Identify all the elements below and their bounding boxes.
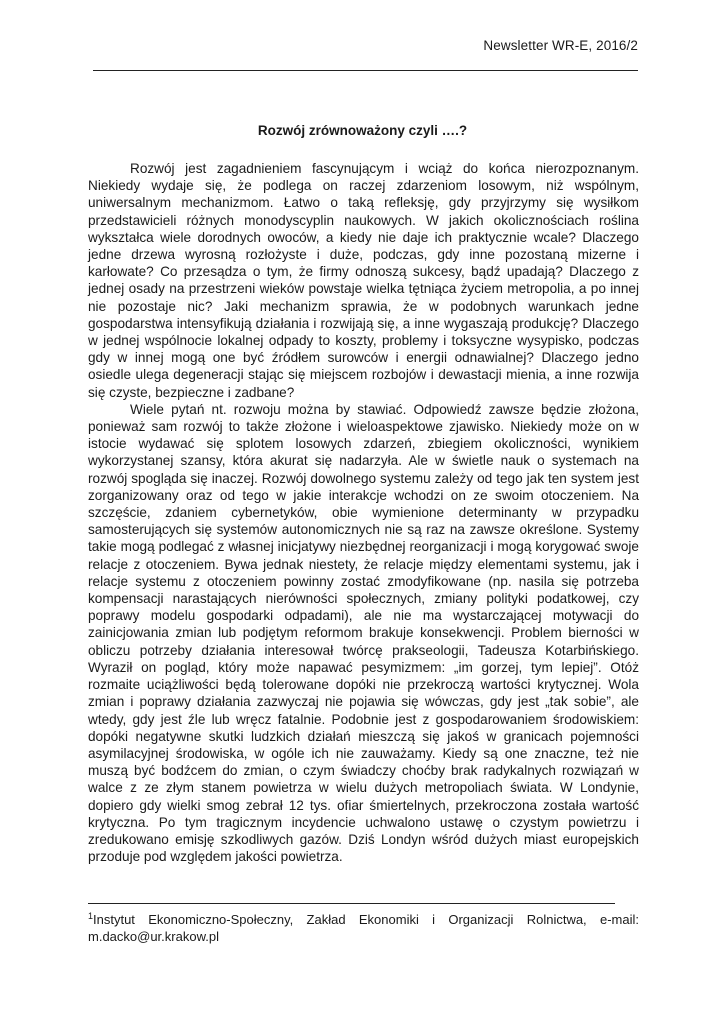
newsletter-header: Newsletter WR-E, 2016/2: [483, 38, 638, 53]
article-body: [88, 160, 639, 865]
header-divider: [93, 70, 638, 71]
footnote: [88, 911, 639, 928]
article-title: Rozwój zrównoważony czyli ….?: [257, 123, 468, 138]
footnote-email[interactable]: m.dacko@ur.krakow.pl: [88, 929, 219, 944]
footnote-divider: [88, 903, 615, 904]
footnote-marker: 1: [88, 911, 94, 921]
paragraph-1: Rozwój jest zagadnieniem fascynującym i wciąż do końca nierozpoznanym. Niekiedy wydaje się, że podlega on raczej zdarzeniom losowym, niż wspólnym, uniwersalnym mechanizmom. Łatwo o taką refleksję, gdy przyjrzymy się wysiłkom przedstawicieli różnych monodyscyplin naukowych. W jakich okolicznościach roślina wykształca wiele dorodnych owoców, a kiedy nie daje ich praktycznie wcale? Dlaczego jedne drzewa wyrosną rozłożyste i duże, podczas, gdy inne pozostaną mizerne i karłowate? Co przesądza o tym, że firmy odnoszą sukcesy, bądź upadają? Dlaczego z jednej osady na przestrzeni wieków powstaje wielka tętniąca życiem metropolia, a po innej nie pozostaje nic? Jaki mechanizm sprawia, że w podobnych warunkach jedne gospodarstwa intensyfikują działania i rozwijają się, a inne wygaszają produkcję? Dlaczego w jednej wspólnocie lokalnej odpady to koszty, problemy i toksyczne wysypisko, podczas gdy w innej mogą one być źródłem surowców i energii odnawialnej? Dlaczego jedno osiedle ulega degeneracji stając się miejscem rozbojów i dewastacji mienia, a inne rozwija się czyste, bezpieczne i zadbane?: [88, 161, 639, 400]
footnote-affiliation: Instytut Ekonomiczno-Społeczny, Zakład Ekonomiki i Organizacji Rolnictwa, e-mail:: [93, 912, 639, 927]
paragraph-2: Wiele pytań nt. rozwoju można by stawiać. Odpowiedź zawsze będzie złożona, ponieważ sam rozwój to także złożone i wieloaspektowe zjawisko. Niekiedy może on w istocie wydawać się splotem losowych zdarzeń, zbiegiem okoliczności, wynikiem wykorzystanej szansy, która akurat się nadarzyła. Ale w świetle nauk o systemach na rozwój spogląda się inaczej. Rozwój dowolnego systemu zależy od tego jak ten system jest zorganizowany oraz od tego w jakie interakcje wchodzi on ze swoim otoczeniem. Na szczęście, zdaniem cybernetyków, obie wymienione determinanty w przypadku samosterujących się systemów autonomicznych nie są raz na zawsze określone. Systemy takie mogą podlegać z własnej inicjatywy niezbędnej reorganizacji i mogą korygować swoje relacje z otoczeniem. Bywa jednak niestety, że relacje między elementami systemu, jak i relacje systemu z otoczeniem powinny zostać zmodyfikowane (np. nasila się potrzeba kompensacji narastających nierówności społecznych, zmiany polityki podatkowej, czy poprawy modelu gospodarki odpadami), ale nie ma wystarczającej motywacji do zainicjowania zmian lub podjętym reformom brakuje konsekwencji. Problem bierności w obliczu potrzeby działania interesował twórcę prakseologii, Tadeusza Kotarbińskiego. Wyraził on pogląd, który może napawać pesymizmem: „im gorzej, tym lepiej”. Otóż rozmaite uciążliwości będą tolerowane dopóki nie przekroczą wartości krytycznej. Wola zmian i poprawy działania zazwyczaj nie pojawia się wówczas, gdy jest „tak sobie”, ale wtedy, gdy jest źle lub wręcz fatalnie. Podobnie jest z gospodarowaniem środowiskiem: dopóki negatywne skutki ludzkich działań mieszczą się jakoś w granicach pojemności asymilacyjnej środowiska, w ogóle ich nie zauważamy. Kiedy są one znaczne, też nie muszą być bodźcem do zmian, o czym świadczy choćby brak radykalnych rozwiązań w walce z ze złym stanem powietrza w wielu dużych metropoliach świata. W Londynie, dopiero gdy wielki smog zebrał 12 tys. ofiar śmiertelnych, przekroczona została wartość krytyczna. Po tym tragicznym incydencie uchwalono ustawę o czystym powietrzu i zredukowano emisję szkodliwych gazów. Dziś Londyn wśród dużych miast europejskich przoduje pod względem jakości powietrza.: [88, 401, 639, 865]
